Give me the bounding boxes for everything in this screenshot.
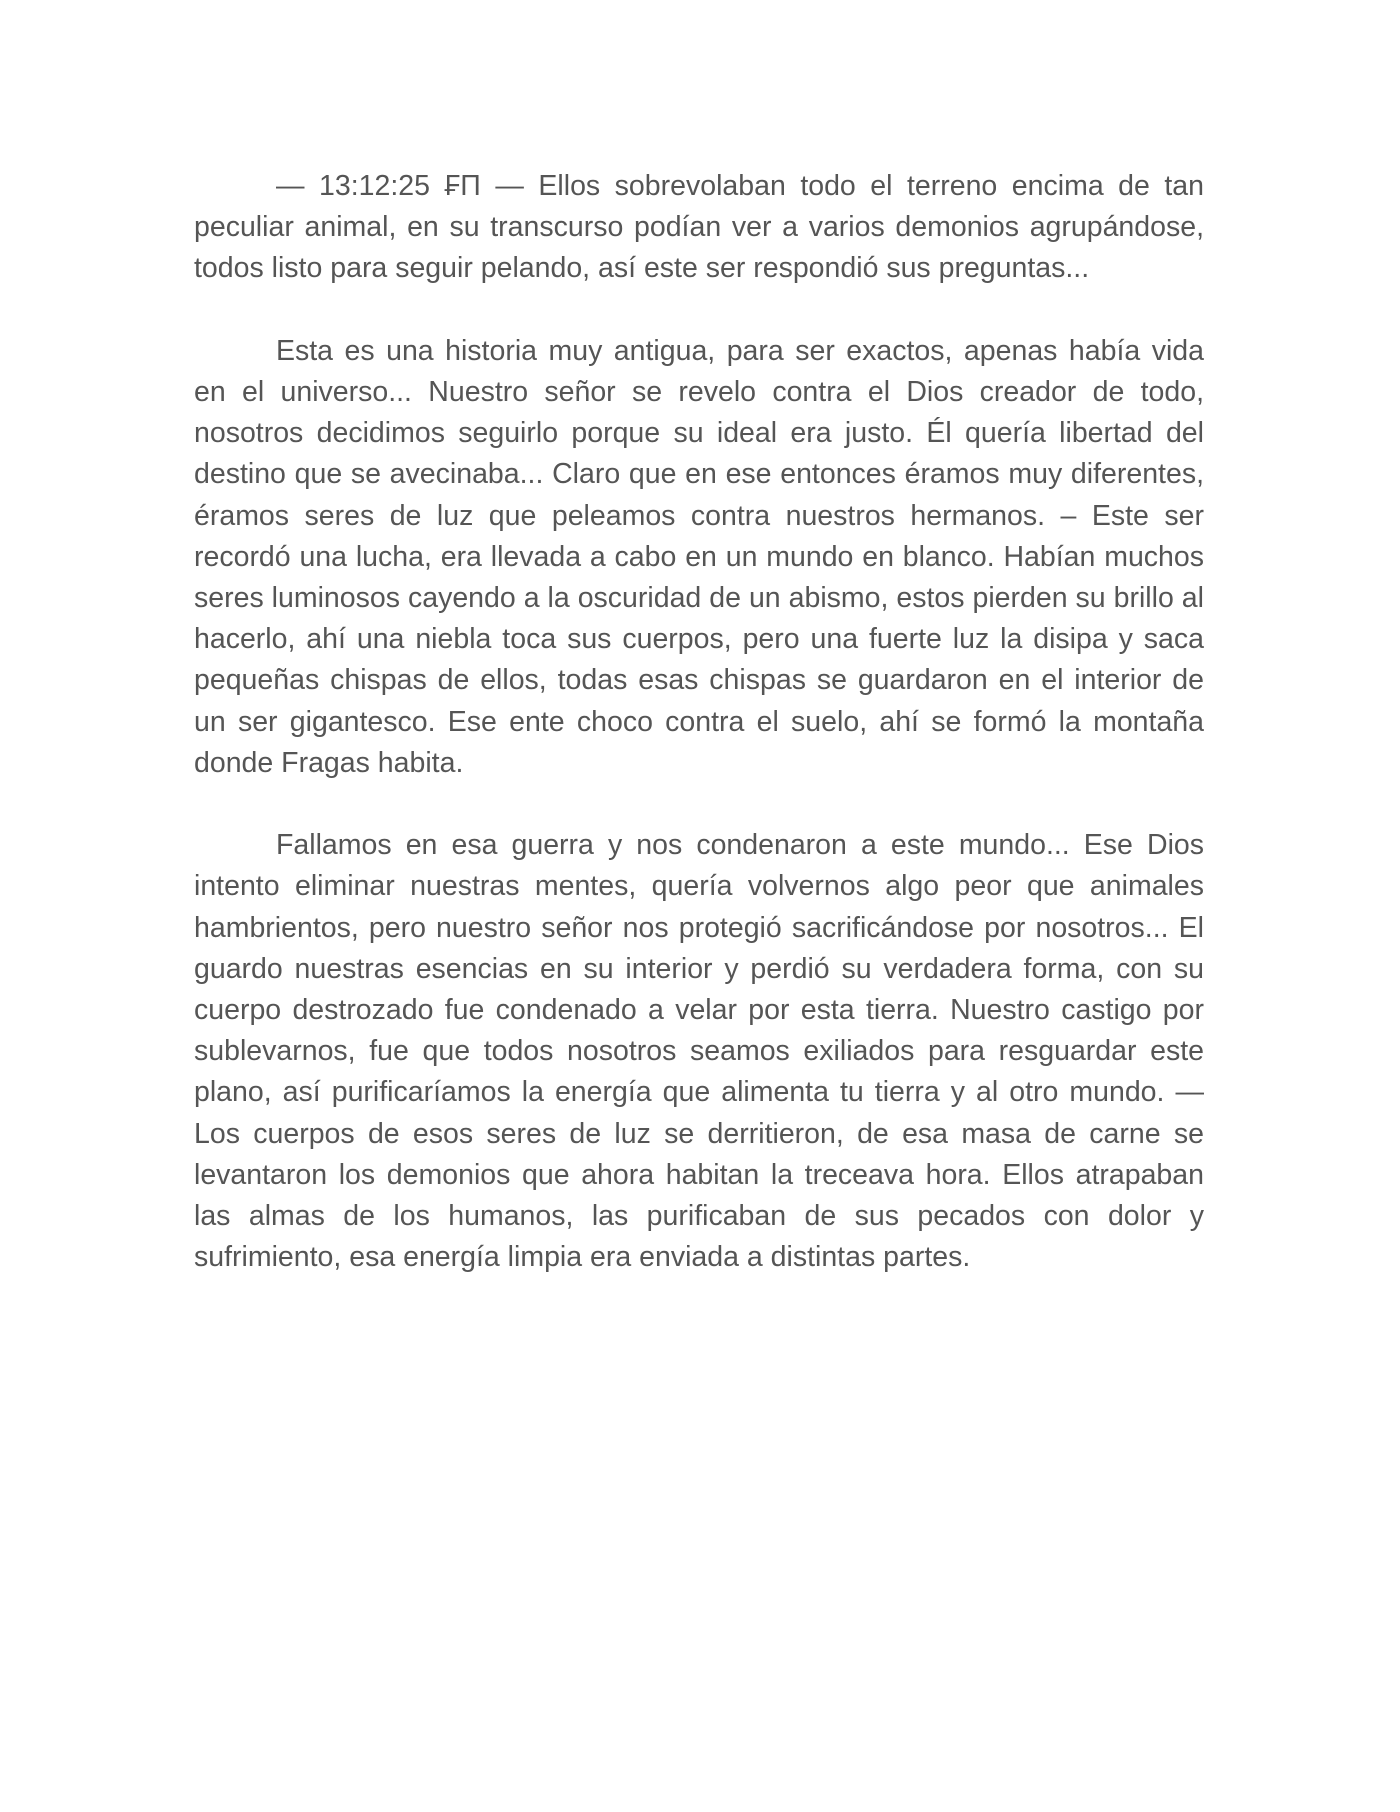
body-text [194,166,1204,1278]
paragraph-1: — 13:12:25 ₣Π — Ellos sobrevolaban todo el terreno encima de tan peculiar animal, en su transcurso podían ver a varios demonios agrupándose, todos listo para seguir pelando, así este ser respondió sus preguntas... [194,170,1204,285]
paragraph-3: Fallamos en esa guerra y nos condenaron a este mundo... Ese Dios intento eliminar nuestras mentes, quería volvernos algo peor que animales hambrientos, pero nuestro señor nos protegió sacrificándose por nosotros... El guardo nuestras esencias en su interior y perdió su verdadera forma, con su cuerpo destrozado fue condenado a velar por esta tierra. Nuestro castigo por sublevarnos, fue que todos nosotros seamos exiliados para resguardar este plano, así purificaríamos la energía que alimenta tu tierra y al otro mundo. — Los cuerpos de esos seres de luz se derritieron, de esa masa de carne se levantaron los demonios que ahora habitan la treceava hora. Ellos atrapaban las almas de los humanos, las purificaban de sus pecados con dolor y sufrimiento, esa energía limpia era enviada a distintas partes. [194,829,1204,1274]
paragraph-2: Esta es una historia muy antigua, para ser exactos, apenas había vida en el universo... Nuestro señor se revelo contra el Dios creador de todo, nosotros decidimos seguirlo porque su ideal era justo. Él quería libertad del destino que se avecinaba... Claro que en ese entonces éramos muy diferentes, éramos seres de luz que peleamos contra nuestros hermanos. – Este ser recordó una lucha, era llevada a cabo en un mundo en blanco. Habían muchos seres luminosos cayendo a la oscuridad de un abismo, estos pierden su brillo al hacerlo, ahí una niebla toca sus cuerpos, pero una fuerte luz la disipa y saca pequeñas chispas de ellos, todas esas chispas se guardaron en el interior de un ser gigantesco. Ese ente choco contra el suelo, ahí se formó la montaña donde Fragas habita. [194,334,1204,779]
